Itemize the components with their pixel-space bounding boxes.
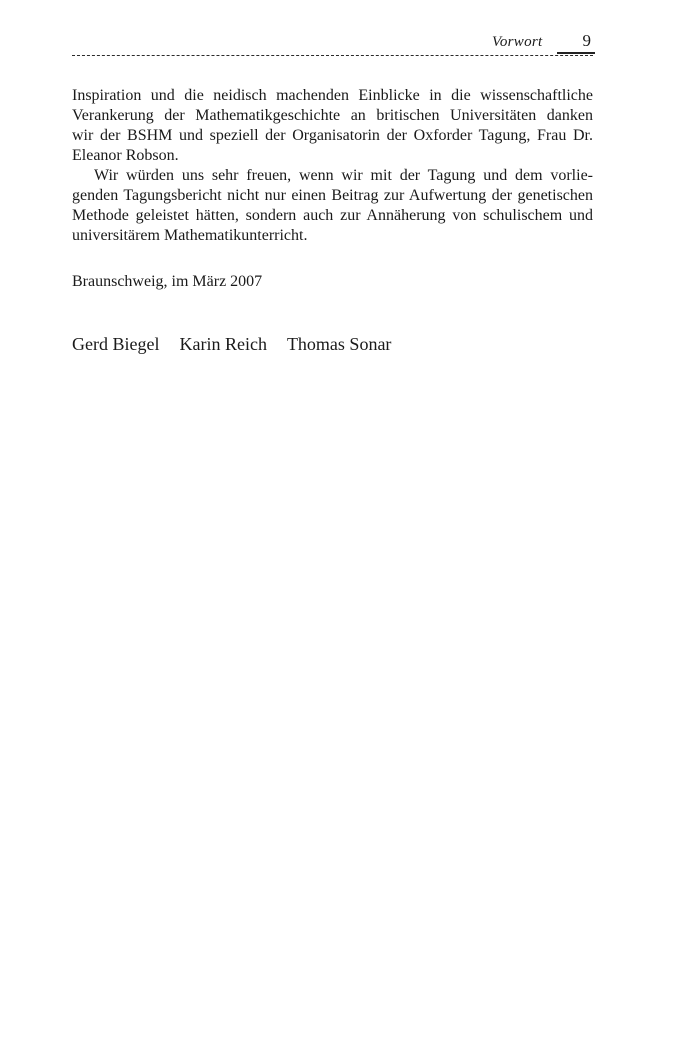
dateline: Braunschweig, im März 2007	[72, 273, 263, 290]
signature-name: Karin Reich	[179, 334, 267, 354]
paragraph-line: Methode geleistet hätten, sondern auch zur Annäherung von schulischem und	[72, 207, 593, 224]
page-header	[72, 33, 593, 56]
running-title: Vorwort	[492, 34, 543, 50]
signature-name: Gerd Biegel	[72, 334, 160, 354]
paragraph-line: Wir würden uns sehr freuen, wenn wir mit der Tagung und dem vorlie-	[94, 167, 593, 184]
paragraph-line: Verankerung der Mathematikgeschichte an britischen Universitäten danken	[72, 107, 593, 124]
paragraph-line: wir der BSHM und speziell der Organisatorin der Oxforder Tagung, Frau Dr.	[72, 127, 593, 144]
signature-name: Thomas Sonar	[286, 334, 392, 354]
paragraph-line: universitärem Mathematikunterricht.	[72, 227, 308, 244]
signature-line	[72, 333, 593, 355]
paragraph-line: Inspiration und die neidisch machenden Einblicke in die wissenschaftliche	[72, 87, 593, 104]
page-number: 9	[557, 33, 594, 48]
body-text	[72, 86, 593, 246]
paragraph-line: Eleanor Robson.	[72, 147, 179, 164]
paragraph-line: genden Tagungsbericht nicht nur einen Beitrag zur Aufwertung der genetischen	[72, 187, 593, 204]
